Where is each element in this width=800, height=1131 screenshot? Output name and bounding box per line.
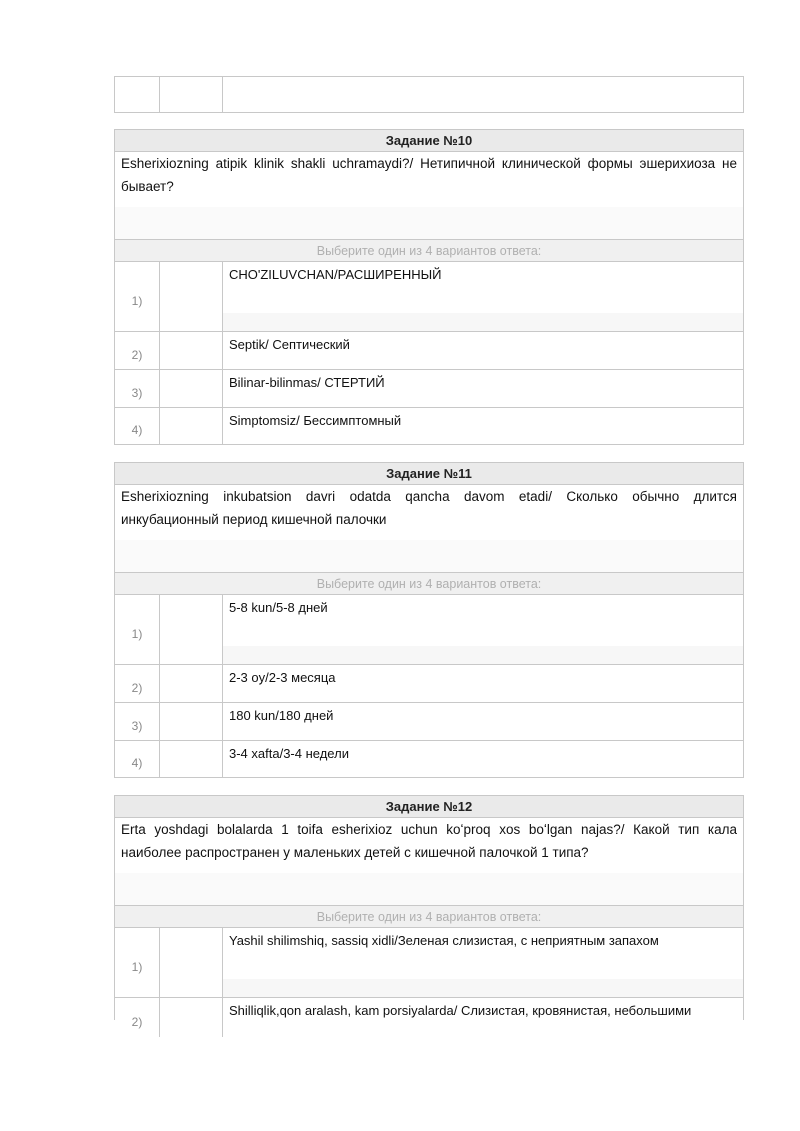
option-marker-cell: [160, 332, 223, 369]
option-marker-cell: [160, 408, 223, 444]
option-text: [223, 928, 743, 997]
option-text: Septik/ Септический: [229, 337, 350, 352]
question-text: [115, 817, 743, 905]
answer-instruction: Выберите один из 4 вариантов ответа:: [115, 905, 743, 927]
option-text: [223, 595, 743, 664]
option-marker-cell: [160, 665, 223, 702]
answer-option[interactable]: [115, 261, 743, 331]
task-title: Задание №12: [115, 796, 743, 817]
option-number: 3): [115, 370, 160, 407]
task-12: [114, 795, 744, 1029]
option-marker-cell: [160, 703, 223, 740]
blank-cell: [160, 77, 223, 112]
question-label: Erta yoshdagi bolalarda 1 toifa esherixioz uchun koʻproq xos boʻlgan najas?/ Какой тип кала наиболее распространен у маленьких детей с кишечной палочкой 1 типа?: [121, 822, 737, 860]
option-number: 4): [115, 741, 160, 777]
answer-instruction: Выберите один из 4 вариантов ответа:: [115, 239, 743, 261]
option-number: 3): [115, 703, 160, 740]
question-label: Esherixiozning inkubatsion davri odatda qancha davom etadi/ Сколько обычно длится инкубационный период кишечной палочки: [121, 489, 737, 527]
answer-option[interactable]: [115, 927, 743, 997]
answer-option[interactable]: [115, 664, 743, 702]
option-text: Simptomsiz/ Бессимптомный: [229, 413, 402, 428]
option-marker-cell: [160, 928, 223, 997]
answer-option[interactable]: [115, 594, 743, 664]
question-text: [115, 151, 743, 239]
task-10: [114, 129, 744, 445]
option-number: 4): [115, 408, 160, 444]
option-text: 2-3 oy/2-3 месяца: [229, 670, 336, 685]
option-number: 2): [115, 665, 160, 702]
option-marker-cell: [160, 595, 223, 664]
number-cell: [115, 77, 160, 112]
option-number: 1): [115, 595, 160, 664]
option-text: 180 kun/180 дней: [229, 708, 334, 723]
question-text: [115, 484, 743, 572]
option-number: 2): [115, 998, 160, 1037]
option-number: 2): [115, 332, 160, 369]
option-label: CHO'ZILUVCHAN/РАСШИРЕННЫЙ: [229, 267, 442, 282]
option-label: Yashil shilimshiq, sassiq xidli/Зеленая слизистая, с неприятным запахом: [229, 933, 659, 948]
option-marker-cell: [160, 370, 223, 407]
task-title: Задание №11: [115, 463, 743, 484]
option-label: 5-8 kun/5-8 дней: [229, 600, 328, 615]
previous-task-tail: [114, 76, 744, 113]
option-text: [223, 262, 743, 331]
option-text: Shilliqlik,qon aralash, kam porsiyalarda/ Слизистая, кровянистая, небольшими: [229, 1003, 692, 1018]
option-marker-cell: [160, 741, 223, 777]
question-label: Esherixiozning atipik klinik shakli uchramaydi?/ Нетипичной клинической формы эшерихиоза не бывает?: [121, 156, 737, 194]
option-marker-cell: [160, 998, 223, 1037]
option-marker-cell: [160, 262, 223, 331]
answer-option[interactable]: [115, 331, 743, 369]
option-number: 1): [115, 928, 160, 997]
answer-option[interactable]: [115, 997, 743, 1037]
answer-option[interactable]: [115, 369, 743, 407]
task-11: [114, 462, 744, 778]
option-text: Bilinar-bilinmas/ СТЕРТИЙ: [229, 375, 385, 390]
option-number: 1): [115, 262, 160, 331]
answer-option[interactable]: [115, 702, 743, 740]
answer-cell: [223, 77, 743, 112]
answer-option[interactable]: [115, 740, 743, 777]
task-title: Задание №10: [115, 130, 743, 151]
answer-instruction: Выберите один из 4 вариантов ответа:: [115, 572, 743, 594]
answer-option[interactable]: [115, 407, 743, 444]
option-text: 3-4 xafta/3-4 недели: [229, 746, 349, 761]
